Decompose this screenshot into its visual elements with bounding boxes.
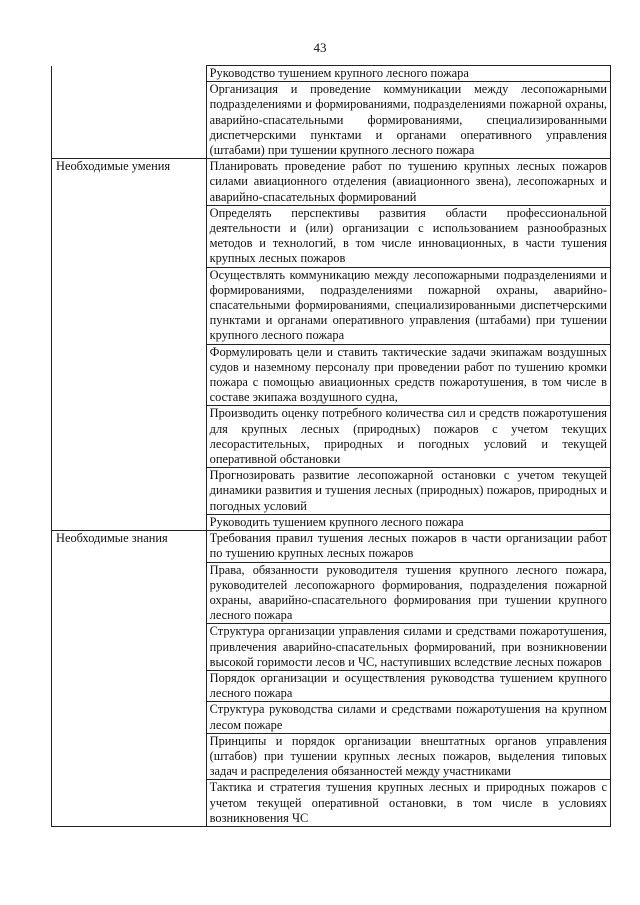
table-cell: Организация и проведение коммуникации между лесопожарными подразделениями и формированиями, подразделениями пожарной охраны, аварийно-спасательными формированиями, специализированными диспетчерскими пунктами и органами оперативного управления (штабами) при тушении крупного лесного пожара — [206, 82, 610, 159]
table-cell: Руководить тушением крупного лесного пожара — [206, 514, 610, 530]
table-row — [52, 159, 611, 206]
table-cell: Принципы и порядок организации внештатных органов управления (штабов) при тушении крупных лесных пожаров, выделения типовых задач и распределения обязанностей между участниками — [206, 733, 610, 780]
table-cell: Планировать проведение работ по тушению крупных лесных пожаров силами авиационного отделения (авиационного звена), лесопожарных и аварийно-спасательных формирований — [206, 159, 610, 206]
table-row — [52, 66, 611, 82]
requirements-table-body — [52, 66, 611, 827]
page-number: 43 — [313, 40, 327, 55]
row-label-continued — [52, 66, 207, 159]
table-cell: Структура организации управления силами и средствами пожаротушения, привлечения аварийно-спасательных формирований, при возникновении высокой горимости лесов и ЧС, наступивших вследствие лесных пожаров — [206, 624, 610, 671]
table-cell: Структура руководства силами и средствами пожаротушения на крупном лесом пожаре — [206, 702, 610, 733]
row-label-knowledge: Необходимые знания — [52, 531, 207, 827]
table-cell: Права, обязанности руководителя тушения крупного лесного пожара, руководителей лесопожарного формирования, подразделения пожарной охраны, аварийно-спасательного формирования при тушении крупного лесного пожара — [206, 562, 610, 624]
table-cell: Прогнозировать развитие лесопожарной остановки с учетом текущей динамики развития и тушения лесных (природных) пожаров, природных и погодных условий — [206, 468, 610, 515]
table-cell: Тактика и стратегия тушения крупных лесных и природных пожаров с учетом текущей оперативной остановки, в том числе в условиях возникновения ЧС — [206, 780, 610, 827]
table-cell: Руководство тушением крупного лесного пожара — [206, 66, 610, 82]
table-cell: Формулировать цели и ставить тактические задачи экипажам воздушных судов и наземному персоналу при проведении работ по тушению кромки пожара с помощью авиационных средств пожаротушения, в том числе в составе экипажа воздушного судна, — [206, 344, 610, 406]
table-row — [52, 531, 611, 562]
table-cell: Производить оценку потребного количества сил и средств пожаротушения для крупных лесных (природных) пожаров с учетом текущих лесорастительных, природных и погодных условий и текущей оперативной обстановки — [206, 406, 610, 468]
row-label-skills: Необходимые умения — [52, 159, 207, 531]
table-cell: Осуществлять коммуникацию между лесопожарными подразделениями и формированиями, подразделениями пожарной охраны, аварийно-спасательными формированиями, специализированными диспетчерскими пунктами и органами оперативного управления (штабами) при тушении крупного лесного пожара — [206, 267, 610, 344]
table-cell: Требования правил тушения лесных пожаров в части организации работ по тушению крупных лесных пожаров — [206, 531, 610, 562]
table-cell: Определять перспективы развития области профессиональной деятельности и (или) организации с использованием разнообразных методов и технологий, в том числе инновационных, в части тушения крупных лесных пожаров — [206, 205, 610, 267]
table-cell: Порядок организации и осуществления руководства тушением крупного лесного пожара — [206, 670, 610, 701]
requirements-table — [51, 65, 611, 827]
